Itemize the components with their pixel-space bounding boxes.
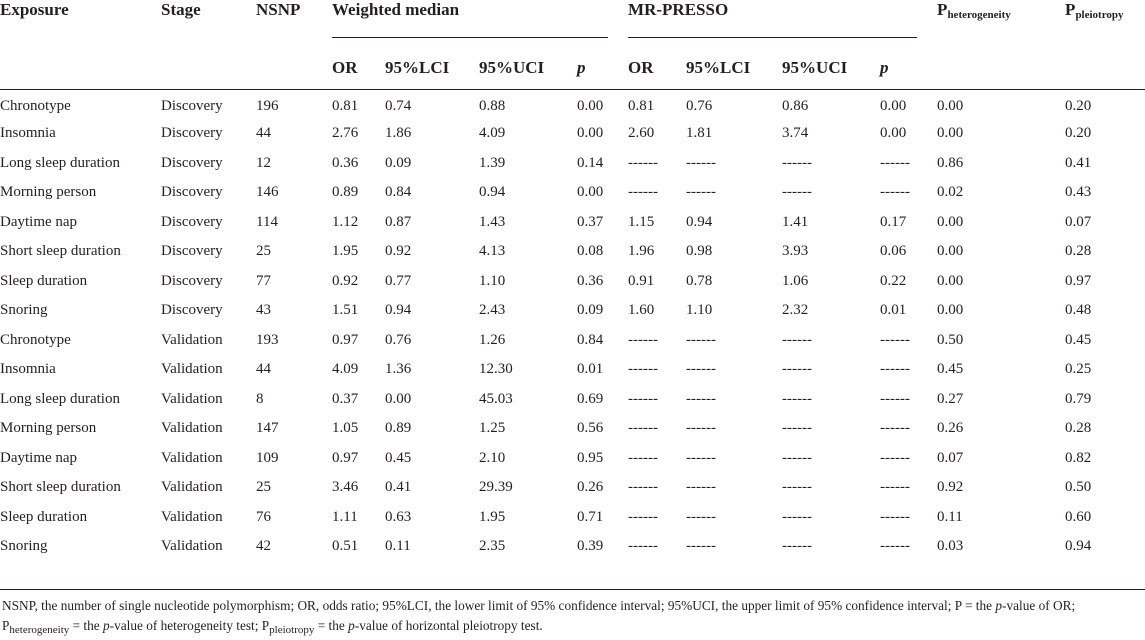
cell-wm-uci: 1.26 [479,331,506,348]
cell-exposure: Insomnia [0,125,56,142]
cell-wm-lci: 0.84 [385,184,412,201]
cell-wm-lci: 0.87 [385,213,412,230]
cell-wm-or: 1.05 [332,420,359,437]
cell-exposure: Daytime nap [0,449,78,466]
cell-wm-or: 0.36 [332,154,359,171]
cell-wm-uci: 1.39 [479,154,506,171]
cell-wm-uci: 2.35 [479,538,506,555]
cell-wm-or: 1.12 [332,213,359,230]
table-row [0,532,1145,562]
cell-nsnp: 25 [256,479,271,496]
cell-nsnp: 42 [256,538,271,555]
cell-p-het: 0.00 [937,302,964,319]
cell-p-plei: 0.20 [1065,125,1092,142]
cell-nsnp: 147 [256,420,279,437]
table-row [0,149,1145,179]
cell-wm-or: 1.11 [332,508,358,525]
cell-nsnp: 114 [256,213,278,230]
cell-stage: Discovery [161,98,223,114]
header-mr-p: p [880,58,889,77]
cell-exposure: Short sleep duration [0,479,121,496]
cell-nsnp: 146 [256,184,279,201]
cell-mr-or: 2.60 [628,125,655,142]
cell-wm-p: 0.71 [577,508,604,525]
cell-mr-lci: ------ [686,184,717,201]
cell-p-het: 0.03 [937,538,964,555]
cell-mr-lci: ------ [686,479,717,496]
cell-nsnp: 12 [256,154,271,171]
cell-mr-p: ------ [880,449,911,466]
cell-wm-lci: 1.86 [385,125,412,142]
cell-mr-or: ------ [628,508,659,525]
cell-mr-p: 0.22 [880,272,907,289]
cell-wm-or: 0.89 [332,184,359,201]
cell-p-plei: 0.25 [1065,361,1092,378]
header-wm-p: p [577,58,586,77]
cell-mr-or: 1.60 [628,302,655,319]
cell-mr-lci: 0.76 [686,98,713,114]
cell-stage: Validation [161,538,223,555]
header-wm-uci: 95%UCI [479,58,545,77]
cell-wm-uci: 4.09 [479,125,506,142]
cell-mr-uci: ------ [782,154,813,171]
cell-mr-lci: 0.98 [686,243,713,260]
header-weighted-median: Weighted median [332,0,628,47]
cell-wm-lci: 0.92 [385,243,412,260]
cell-mr-or: ------ [628,184,659,201]
cell-stage: Validation [161,508,223,525]
cell-p-het: 0.86 [937,154,964,171]
cell-wm-lci: 0.94 [385,302,412,319]
cell-mr-lci: ------ [686,538,717,555]
cell-nsnp: 76 [256,508,271,525]
cell-p-plei: 0.79 [1065,390,1092,407]
cell-mr-lci: 1.10 [686,302,713,319]
cell-wm-p: 0.69 [577,390,604,407]
cell-mr-lci: 0.78 [686,272,713,289]
cell-wm-p: 0.37 [577,213,604,230]
cell-wm-or: 0.97 [332,331,359,348]
cell-mr-p: ------ [880,154,911,171]
cell-p-plei: 0.28 [1065,420,1092,437]
cell-wm-lci: 0.45 [385,449,412,466]
cell-mr-uci: ------ [782,479,813,496]
cell-stage: Discovery [161,125,223,142]
cell-mr-or: 1.15 [628,213,655,230]
cell-wm-lci: 0.11 [385,538,411,555]
cell-mr-p: 0.17 [880,213,907,230]
cell-mr-p: ------ [880,184,911,201]
header-p-pleiotropy: $P_{pleiotropy}$ [1065,0,1124,21]
cell-wm-p: 0.00 [577,98,604,114]
cell-p-plei: 0.50 [1065,479,1092,496]
cell-wm-uci: 1.25 [479,420,506,437]
header-mr-uci: 95%UCI [782,58,848,77]
cell-wm-or: 0.81 [332,98,359,114]
cell-mr-or: 0.81 [628,98,655,114]
cell-mr-uci: 3.93 [782,243,809,260]
cell-wm-p: 0.00 [577,125,604,142]
cell-nsnp: 193 [256,331,279,348]
cell-p-plei: 0.97 [1065,272,1092,289]
header-stage: Stage [161,0,201,19]
header-wm-or: OR [332,58,358,77]
cell-mr-or: ------ [628,390,659,407]
cell-exposure: Morning person [0,184,97,201]
cell-wm-p: 0.01 [577,361,604,378]
cell-mr-or: ------ [628,538,659,555]
cell-wm-uci: 45.03 [479,390,513,407]
cell-mr-uci: 2.32 [782,302,809,319]
cell-p-plei: 0.20 [1065,98,1092,114]
cell-mr-or: ------ [628,154,659,171]
cell-wm-p: 0.26 [577,479,604,496]
cell-mr-lci: ------ [686,331,717,348]
cell-wm-p: 0.00 [577,184,604,201]
cell-stage: Discovery [161,302,223,319]
cell-p-het: 0.26 [937,420,964,437]
cell-mr-uci: 1.41 [782,213,809,230]
cell-wm-uci: 2.43 [479,302,506,319]
cell-wm-lci: 0.89 [385,420,412,437]
cell-wm-or: 4.09 [332,361,359,378]
cell-wm-or: 3.46 [332,479,359,496]
cell-wm-p: 0.09 [577,302,604,319]
cell-p-het: 0.00 [937,213,964,230]
cell-p-het: 0.50 [937,331,964,348]
cell-mr-uci: ------ [782,449,813,466]
cell-stage: Validation [161,420,223,437]
cell-wm-or: 1.51 [332,302,359,319]
cell-p-het: 0.27 [937,390,964,407]
table-row [0,90,1145,120]
cell-wm-uci: 2.10 [479,449,506,466]
cell-p-plei: 0.45 [1065,331,1092,348]
table-row [0,296,1145,326]
cell-wm-lci: 0.00 [385,390,412,407]
cell-mr-p: ------ [880,361,911,378]
cell-wm-lci: 0.09 [385,154,412,171]
cell-mr-lci: ------ [686,449,717,466]
cell-wm-p: 0.56 [577,420,604,437]
table-row [0,355,1145,385]
cell-exposure: Daytime nap [0,213,78,230]
cell-p-plei: 0.48 [1065,302,1092,319]
cell-mr-uci: ------ [782,508,813,525]
cell-mr-uci: 3.74 [782,125,809,142]
cell-nsnp: 43 [256,302,271,319]
cell-mr-uci: ------ [782,184,813,201]
cell-exposure: Sleep duration [0,508,88,525]
cell-p-het: 0.92 [937,479,964,496]
cell-mr-p: ------ [880,390,911,407]
cell-wm-uci: 29.39 [479,479,513,496]
table-row [0,326,1145,356]
cell-mr-lci: 0.94 [686,213,713,230]
cell-p-het: 0.11 [937,508,963,525]
header-p-heterogeneity: $P_{heterogeneity}$ [937,0,1011,21]
cell-mr-p: 0.00 [880,125,907,142]
cell-wm-uci: 1.43 [479,213,506,230]
cell-stage: Validation [161,449,223,466]
cell-mr-uci: 0.86 [782,98,809,114]
cell-wm-uci: 1.95 [479,508,506,525]
cell-mr-lci: 1.81 [686,125,713,142]
cell-wm-p: 0.84 [577,331,604,348]
cell-p-plei: 0.43 [1065,184,1092,201]
table-row [0,503,1145,533]
table-body [0,90,1145,562]
table-row [0,178,1145,208]
table-row [0,444,1145,474]
cell-mr-or: ------ [628,331,659,348]
cell-p-het: 0.00 [937,98,964,114]
cell-mr-lci: ------ [686,508,717,525]
cell-p-het: 0.00 [937,125,964,142]
cell-wm-or: 0.92 [332,272,359,289]
cell-p-plei: 0.82 [1065,449,1092,466]
cell-exposure: Snoring [0,538,48,555]
cell-wm-uci: 0.94 [479,184,506,201]
cell-wm-lci: 0.76 [385,331,412,348]
table-row [0,237,1145,267]
cell-nsnp: 44 [256,361,271,378]
cell-mr-uci: ------ [782,420,813,437]
cell-stage: Discovery [161,272,223,289]
cell-wm-or: 2.76 [332,125,359,142]
cell-mr-uci: ------ [782,361,813,378]
cell-nsnp: 109 [256,449,279,466]
cell-mr-or: ------ [628,361,659,378]
cell-mr-p: ------ [880,479,911,496]
cell-mr-uci: ------ [782,538,813,555]
cell-wm-p: 0.14 [577,154,604,171]
cell-stage: Discovery [161,243,223,260]
cell-mr-p: 0.01 [880,302,907,319]
cell-wm-uci: 4.13 [479,243,506,260]
cell-p-plei: 0.07 [1065,213,1092,230]
cell-wm-lci: 0.74 [385,98,412,114]
cell-mr-lci: ------ [686,361,717,378]
table-row [0,208,1145,238]
cell-exposure: Long sleep duration [0,390,120,407]
header-wm-lci: 95%LCI [385,58,450,77]
cell-mr-uci: ------ [782,390,813,407]
table-row [0,414,1145,444]
cell-wm-lci: 1.36 [385,361,412,378]
cell-nsnp: 8 [256,390,264,407]
cell-exposure: Short sleep duration [0,243,121,260]
cell-mr-uci: ------ [782,331,813,348]
cell-stage: Validation [161,390,223,407]
cell-p-plei: 0.60 [1065,508,1092,525]
cell-wm-or: 0.97 [332,449,359,466]
cell-stage: Validation [161,361,223,378]
cell-mr-p: ------ [880,538,911,555]
cell-exposure: Chronotype [0,98,71,114]
cell-exposure: Sleep duration [0,272,88,289]
table-row [0,473,1145,503]
cell-p-het: 0.00 [937,243,964,260]
cell-stage: Discovery [161,184,223,201]
header-mr-lci: 95%LCI [686,58,751,77]
cell-mr-or: ------ [628,449,659,466]
cell-exposure: Long sleep duration [0,154,120,171]
cell-wm-lci: 0.41 [385,479,412,496]
cell-exposure: Morning person [0,420,97,437]
cell-wm-p: 0.36 [577,272,604,289]
table-row [0,385,1145,415]
cell-nsnp: 25 [256,243,271,260]
cell-mr-or: 0.91 [628,272,655,289]
cell-wm-or: 1.95 [332,243,359,260]
cell-p-plei: 0.28 [1065,243,1092,260]
header-mr-presso: MR-PRESSO [628,0,937,47]
cell-nsnp: 77 [256,272,271,289]
cell-wm-lci: 0.63 [385,508,412,525]
cell-mr-lci: ------ [686,420,717,437]
table-row [0,119,1145,149]
cell-mr-p: ------ [880,508,911,525]
cell-p-het: 0.02 [937,184,964,201]
cell-stage: Validation [161,479,223,496]
cell-mr-lci: ------ [686,390,717,407]
cell-stage: Validation [161,331,223,348]
cell-mr-or: ------ [628,479,659,496]
cell-mr-or: 1.96 [628,243,655,260]
cell-mr-p: 0.06 [880,243,907,260]
cell-mr-or: ------ [628,420,659,437]
cell-wm-or: 0.51 [332,538,359,555]
cell-p-het: 0.00 [937,272,964,289]
cell-nsnp: 196 [256,98,279,114]
cell-wm-lci: 0.77 [385,272,412,289]
cell-p-het: 0.45 [937,361,964,378]
cell-wm-p: 0.95 [577,449,604,466]
cell-wm-uci: 12.30 [479,361,513,378]
cell-p-het: 0.07 [937,449,964,466]
cell-wm-p: 0.08 [577,243,604,260]
cell-wm-uci: 1.10 [479,272,506,289]
cell-stage: Discovery [161,213,223,230]
header-mr-or: OR [628,58,654,77]
cell-mr-p: ------ [880,420,911,437]
cell-nsnp: 44 [256,125,271,142]
header-exposure: Exposure [0,0,69,19]
cell-p-plei: 0.41 [1065,154,1092,171]
cell-wm-or: 0.37 [332,390,359,407]
cell-stage: Discovery [161,154,223,171]
table-footnote: NSNP, the number of single nucleotide polymorphism; OR, odds ratio; 95%LCI, the lower limit of 95% confidence interval; 95%UCI, the upper limit of 95% confidence interval; P = the p-value of OR; $P_{heterogeneity}$ = the p-value of heterogeneity test; $P_{pleiotropy}$ = the p-value of horizontal pleiotropy test. [2,598,1076,636]
cell-mr-lci: ------ [686,154,717,171]
footer-rule [0,589,1145,590]
table-row [0,267,1145,297]
header-nsnp: NSNP [256,0,301,19]
cell-exposure: Snoring [0,302,48,319]
cell-mr-p: ------ [880,331,911,348]
cell-exposure: Insomnia [0,361,56,378]
cell-wm-uci: 0.88 [479,98,506,114]
cell-wm-p: 0.39 [577,538,604,555]
cell-mr-p: 0.00 [880,98,907,114]
cell-mr-uci: 1.06 [782,272,809,289]
cell-p-plei: 0.94 [1065,538,1092,555]
cell-exposure: Chronotype [0,331,71,348]
